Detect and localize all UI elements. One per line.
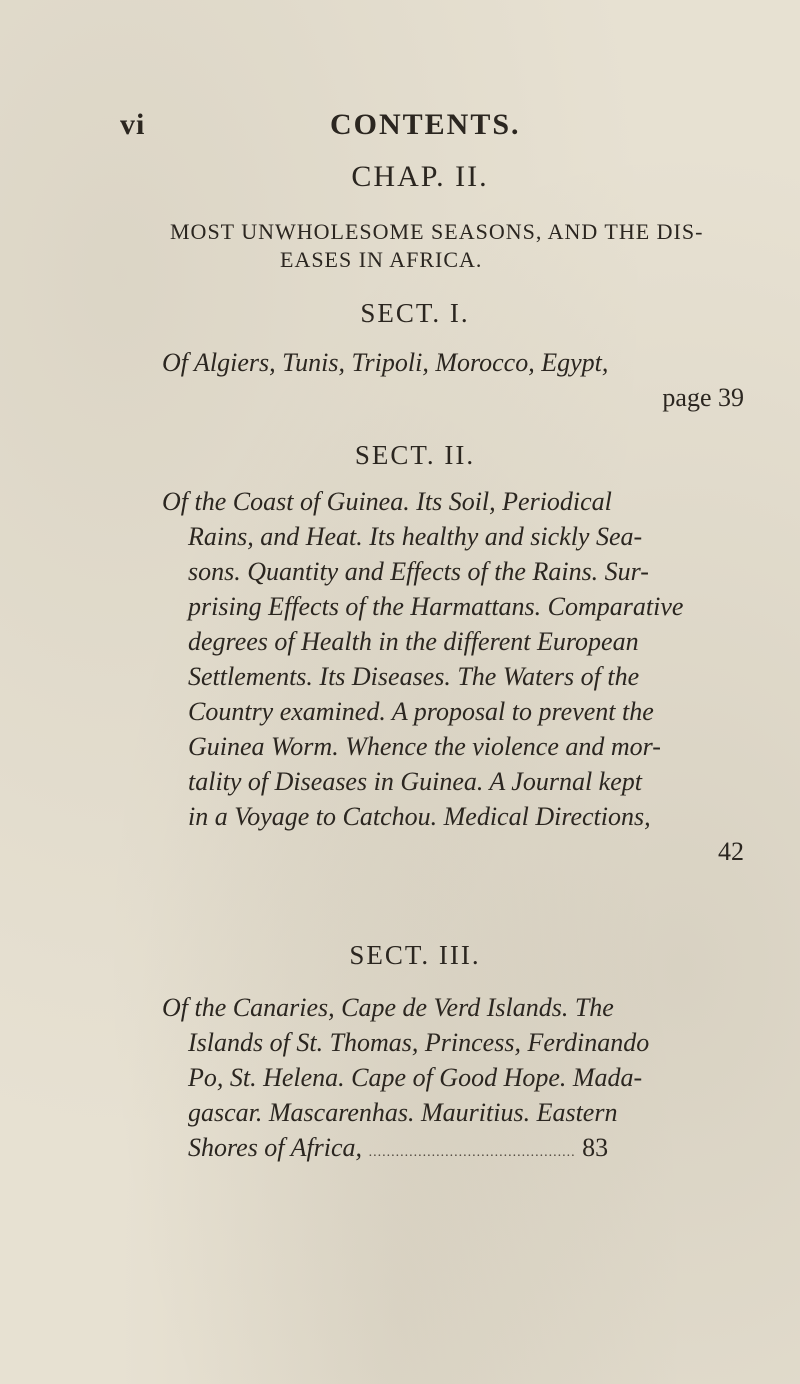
entry-line: Po, St. Helena. Cape of Good Hope. Mada- [188, 1063, 643, 1092]
page-number: vi [120, 108, 146, 141]
entry-line: Rains, and Heat. Its healthy and sickly Sea- [188, 522, 643, 551]
entry-line: Country examined. A proposal to prevent the [188, 697, 654, 726]
section-entry-1 [162, 345, 772, 415]
entry-line: Of the Coast of Guinea. Its Soil, Periodical [162, 487, 612, 516]
section-entry-2 [162, 484, 772, 869]
entry-line: Of the Canaries, Cape de Verd Islands. The [162, 993, 614, 1022]
page-reference: page 39 [662, 383, 744, 412]
entry-line-last: Shores of Africa, .............................................. 83 [188, 1133, 609, 1162]
page-reference: 83 [582, 1133, 609, 1162]
section-heading-2: SECT. II. [354, 440, 476, 470]
running-title: CONTENTS. [330, 108, 521, 141]
running-head [120, 108, 760, 148]
entry-line: gascar. Mascarenhas. Mauritius. Eastern [188, 1098, 618, 1127]
entry-line: degrees of Health in the different European [188, 627, 639, 656]
chapter-heading: CHAP. II. [351, 160, 489, 193]
page-reference: 42 [718, 837, 744, 866]
entry-line: Of Algiers, Tunis, Tripoli, Morocco, Egypt, [162, 348, 609, 377]
entry-line: prising Effects of the Harmattans. Comparative [188, 592, 684, 621]
entry-line: in a Voyage to Catchou. Medical Directions, [188, 802, 651, 831]
section-heading-1: SECT. I. [360, 298, 470, 328]
entry-line: sons. Quantity and Effects of the Rains. Sur- [188, 557, 649, 586]
section-entry-3 [162, 990, 772, 1170]
chapter-title-line-1: MOST UNWHOLESOME SEASONS, AND THE DIS- [170, 219, 704, 244]
entry-line: Islands of St. Thomas, Princess, Ferdinando [188, 1028, 650, 1057]
entry-line: Guinea Worm. Whence the violence and mor- [188, 732, 661, 761]
dot-leaders: .............................................. [368, 1145, 576, 1160]
chapter-title [170, 218, 760, 274]
entry-line: Settlements. Its Diseases. The Waters of the [188, 662, 640, 691]
entry-line: tality of Diseases in Guinea. A Journal kept [188, 767, 642, 796]
chapter-title-line-2: EASES IN AFRICA. [280, 247, 483, 272]
section-heading-3: SECT. III. [349, 940, 481, 970]
